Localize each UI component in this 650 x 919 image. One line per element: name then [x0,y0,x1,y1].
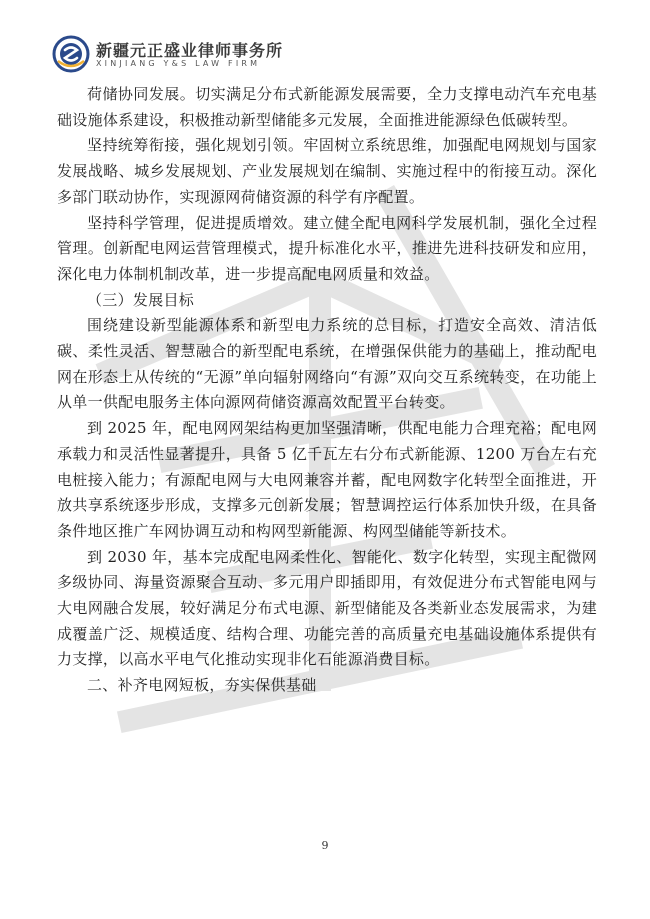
paragraph: 坚持科学管理，促进提质增效。建立健全配电网科学发展机制，强化全过程管理。创新配电网运营管理模式，提升标准化水平，推进先进科技研发和应用，深化电力体制机制改革，进一步提高配电网质量和效益。 [57,213,597,283]
paragraph: 围绕建设新型能源体系和新型电力系统的总目标，打造安全高效、清洁低碳、柔性灵活、智慧融合的新型配电系统，在增强保供能力的基础上，推动配电网在形态上从传统的“无源”单向辐射网络向“有源”双向交互系统转变，在功能上从单一供配电服务主体向源网荷储资源高效配置平台转变。 [57,316,597,412]
paragraph: 到 2025 年，配电网网架结构更加坚强清晰，供配电能力合理充裕；配电网承载力和灵活性显著提升，具备 5 亿千瓦左右分布式新能源、1200 万台左右充电桩接入能力；有源配电网与大电网兼容并蓄，配电网数字化转型全面推进，开放共享系统逐步形成，支撑多元创新发展；智慧调控运行体系加快升级，在具备条件地区推广车网协调互动和构网型新能源、构网型储能等新技术。 [57,419,597,540]
section-heading: （三）发展目标 [87,290,195,309]
paragraph: 坚持统筹衔接，强化规划引领。牢固树立系统思维，加强配电网规划与国家发展战略、城乡发展规划、产业发展规划在编制、实施过程中的衔接互动。深化多部门联动协作，实现源网荷储资源的科学有序配置。 [57,136,597,206]
section-heading: 二、补齐电网短板，夯实保供基础 [87,676,317,695]
firm-name-chinese: 新疆元正盛业律师事务所 [96,41,284,60]
paragraph: 荷储协同发展。切实满足分布式新能源发展需要，全力支撑电动汽车充电基础设施体系建设，积极推动新型储能多元发展，全面推进能源绿色低碳转型。 [57,85,597,129]
page-number: 9 [321,839,329,852]
paragraph: 到 2030 年，基本完成配电网柔性化、智能化、数字化转型，实现主配微网多级协同、海量资源聚合互动、多元用户即插即用，有效促进分布式智能电网与大电网融合发展，较好满足分布式电源、新型储能及各类新业态发展需求，为建成覆盖广泛、规模适度、结构合理、功能完善的高质量充电基础设施体系提供有力支撑，以高水平电气化推动实现非化石能源消费目标。 [57,547,597,669]
page-header [52,35,612,75]
firm-logo-icon [52,35,90,73]
document-body [57,82,597,699]
firm-name-english: XINJIANG Y&S LAW FIRM [96,59,261,68]
